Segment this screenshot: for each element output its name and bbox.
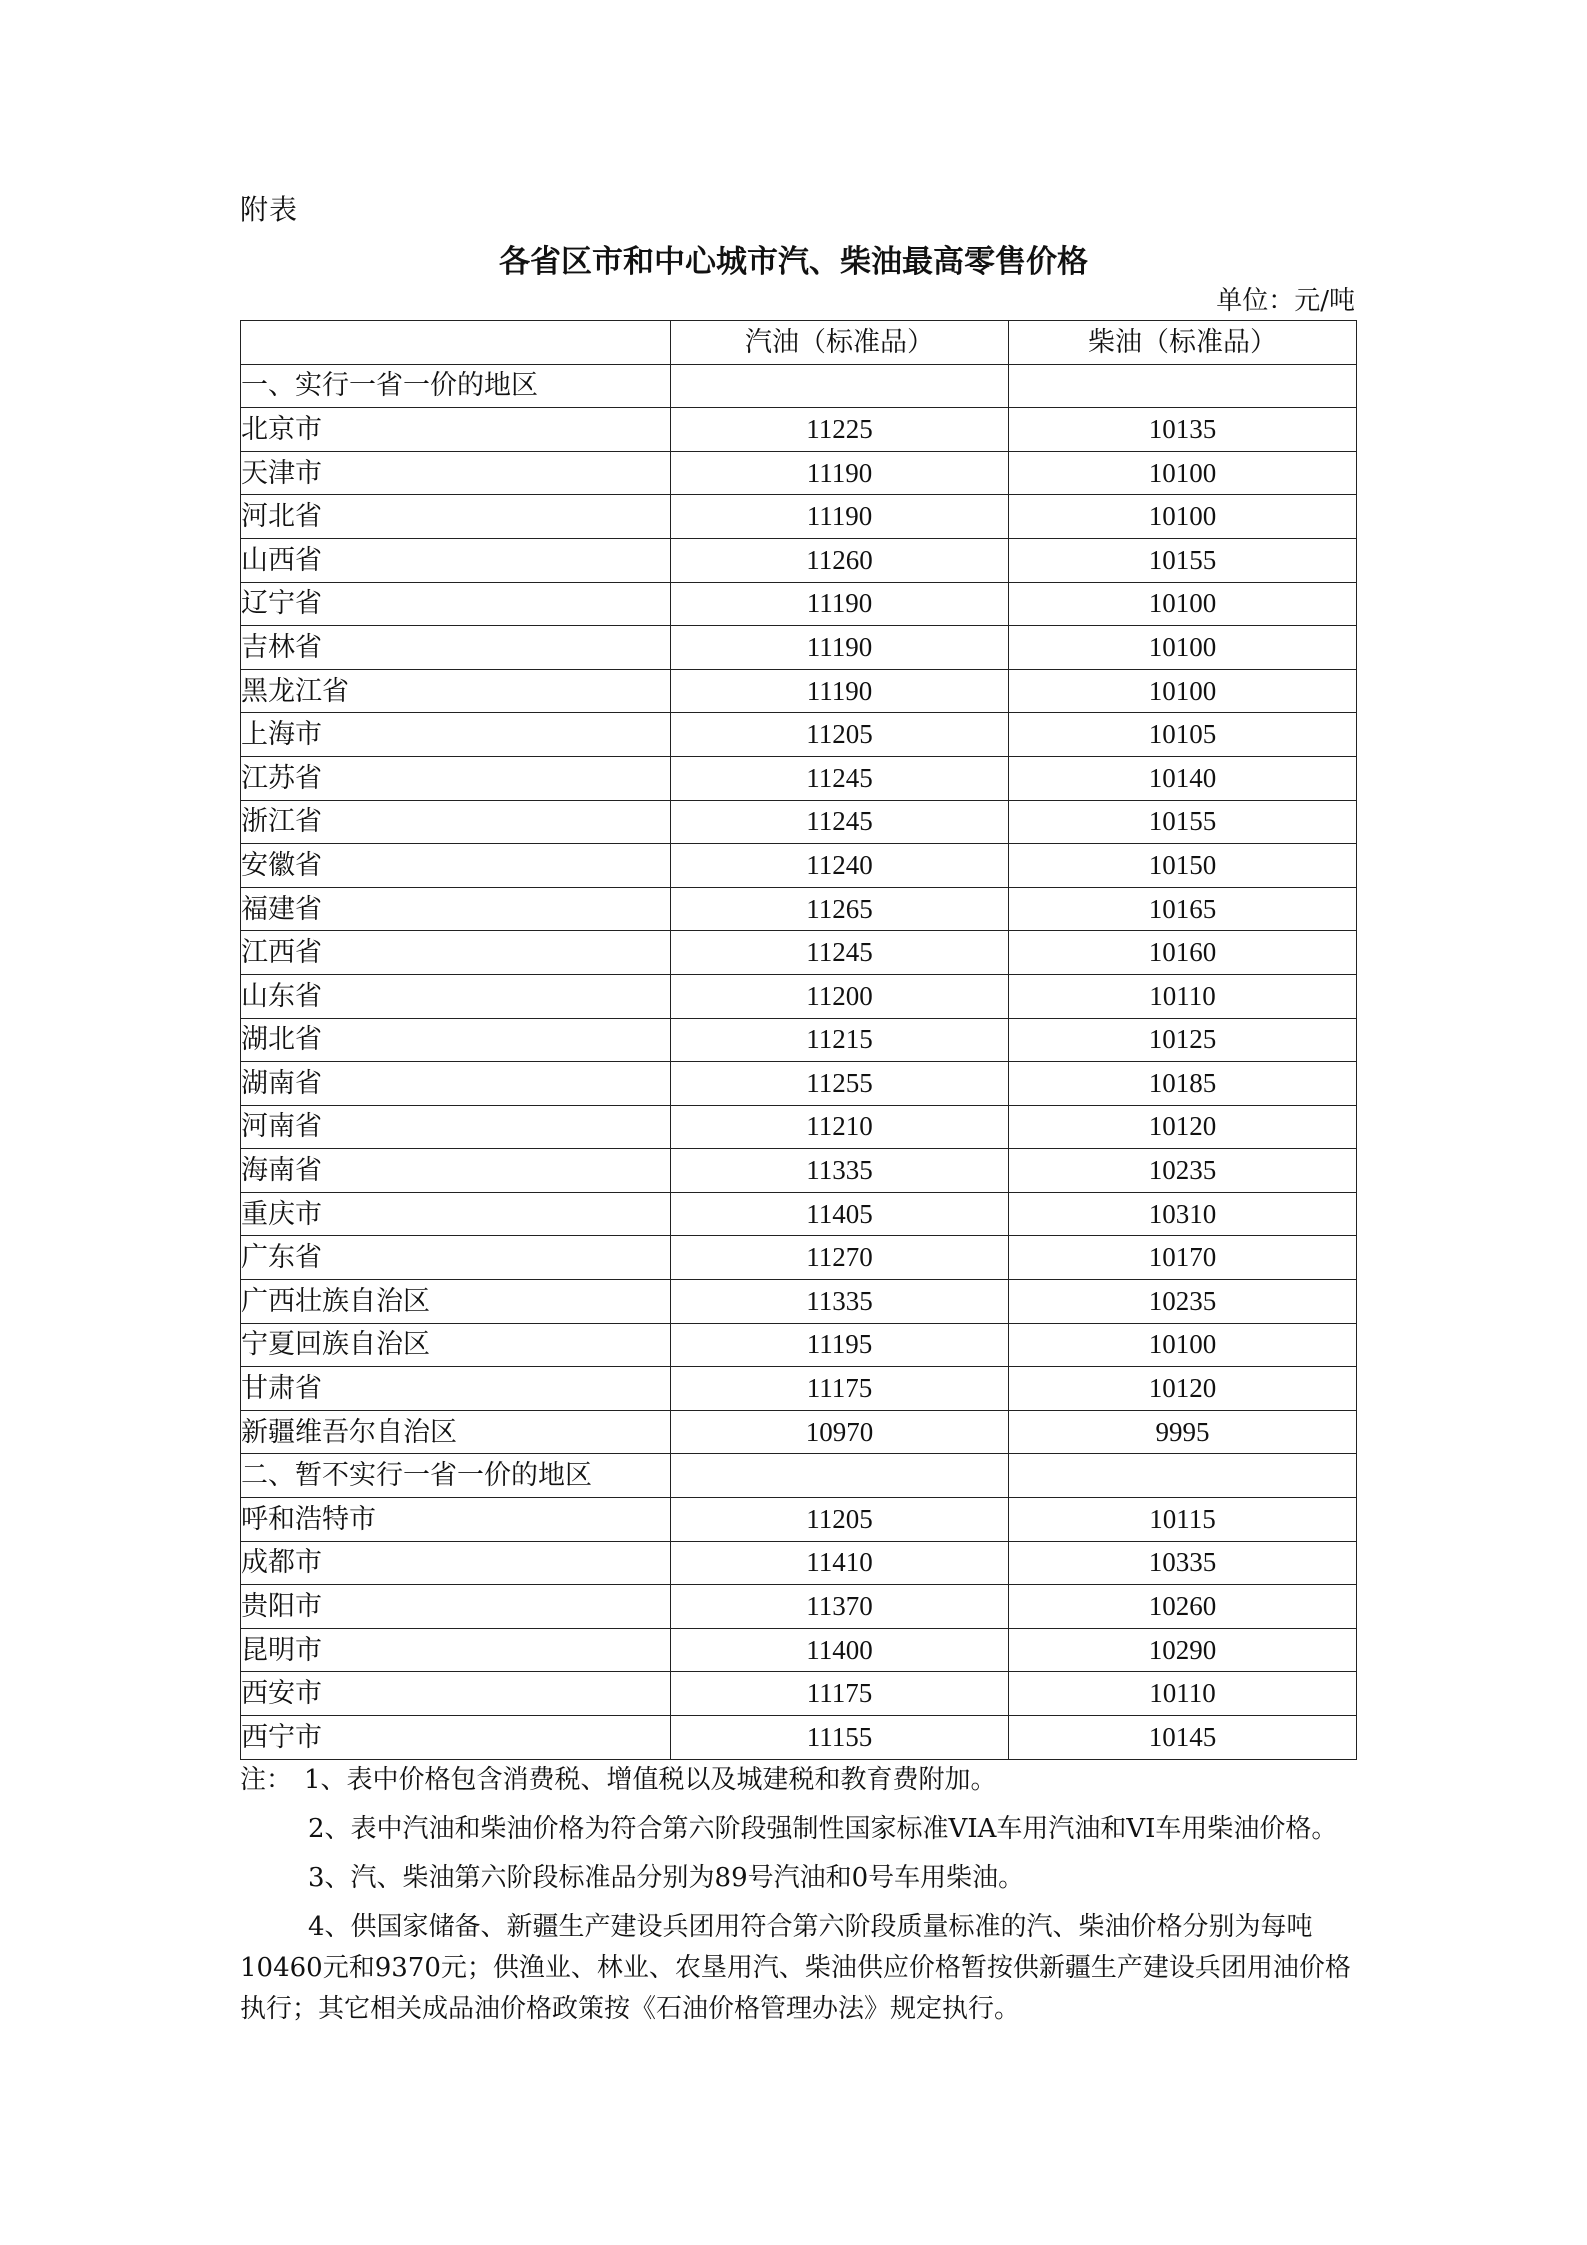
- region-name-cell: 成都市: [241, 1541, 671, 1585]
- diesel-price-cell: 10135: [1009, 408, 1357, 452]
- region-name-cell: 辽宁省: [241, 582, 671, 626]
- gasoline-price-cell: 11190: [671, 669, 1009, 713]
- gasoline-price-cell: 11335: [671, 1280, 1009, 1324]
- diesel-price-cell: 10100: [1009, 451, 1357, 495]
- header-diesel: 柴油（标准品）: [1009, 321, 1357, 365]
- table-row: [241, 1498, 1357, 1542]
- diesel-price-cell: 10145: [1009, 1716, 1357, 1760]
- region-name-cell: 甘肃省: [241, 1367, 671, 1411]
- gasoline-price-cell: 11270: [671, 1236, 1009, 1280]
- unit-label: 单位：元/吨: [1216, 286, 1355, 316]
- table-row: [241, 1018, 1357, 1062]
- gasoline-price-cell: 11210: [671, 1105, 1009, 1149]
- header-region: [241, 321, 671, 365]
- diesel-price-cell: 9995: [1009, 1410, 1357, 1454]
- gasoline-price-cell: 11190: [671, 451, 1009, 495]
- diesel-price-cell: 10100: [1009, 669, 1357, 713]
- empty-cell: [671, 364, 1009, 408]
- table-row: [241, 713, 1357, 757]
- table-row: [241, 1280, 1357, 1324]
- table-row: [241, 408, 1357, 452]
- table-row: [241, 931, 1357, 975]
- diesel-price-cell: 10290: [1009, 1628, 1357, 1672]
- empty-cell: [1009, 364, 1357, 408]
- gasoline-price-cell: 11245: [671, 800, 1009, 844]
- diesel-price-cell: 10260: [1009, 1585, 1357, 1629]
- gasoline-price-cell: 11225: [671, 408, 1009, 452]
- table-header-row: [241, 321, 1357, 365]
- gasoline-price-cell: 10970: [671, 1410, 1009, 1454]
- gasoline-price-cell: 11190: [671, 582, 1009, 626]
- diesel-price-cell: 10100: [1009, 626, 1357, 670]
- region-name-cell: 宁夏回族自治区: [241, 1323, 671, 1367]
- gasoline-price-cell: 11200: [671, 974, 1009, 1018]
- region-name-cell: 海南省: [241, 1149, 671, 1193]
- diesel-price-cell: 10125: [1009, 1018, 1357, 1062]
- region-name-cell: 安徽省: [241, 844, 671, 888]
- table-row: [241, 1149, 1357, 1193]
- gasoline-price-cell: 11410: [671, 1541, 1009, 1585]
- table-row: [241, 451, 1357, 495]
- region-name-cell: 吉林省: [241, 626, 671, 670]
- diesel-price-cell: 10110: [1009, 974, 1357, 1018]
- gasoline-price-cell: 11245: [671, 756, 1009, 800]
- region-name-cell: 湖北省: [241, 1018, 671, 1062]
- gasoline-price-cell: 11175: [671, 1672, 1009, 1716]
- table-row: [241, 1541, 1357, 1585]
- table-section-row: [241, 364, 1357, 408]
- table-row: [241, 1716, 1357, 1760]
- table-row: [241, 974, 1357, 1018]
- gasoline-price-cell: 11195: [671, 1323, 1009, 1367]
- region-name-cell: 西宁市: [241, 1716, 671, 1760]
- region-name-cell: 上海市: [241, 713, 671, 757]
- page-title: 各省区市和中心城市汽、柴油最高零售价格: [499, 244, 1088, 280]
- table-row: [241, 1192, 1357, 1236]
- diesel-price-cell: 10120: [1009, 1367, 1357, 1411]
- table-row: [241, 1410, 1357, 1454]
- gasoline-price-cell: 11190: [671, 495, 1009, 539]
- gasoline-price-cell: 11240: [671, 844, 1009, 888]
- gasoline-price-cell: 11155: [671, 1716, 1009, 1760]
- gasoline-price-cell: 11190: [671, 626, 1009, 670]
- region-name-cell: 广东省: [241, 1236, 671, 1280]
- table-row: [241, 887, 1357, 931]
- note-item-2: 2、表中汽油和柴油价格为符合第六阶段强制性国家标准VIA车用汽油和VI车用柴油价格。: [308, 1814, 1338, 1844]
- table-row: [241, 626, 1357, 670]
- diesel-price-cell: 10155: [1009, 538, 1357, 582]
- diesel-price-cell: 10185: [1009, 1062, 1357, 1106]
- empty-cell: [671, 1454, 1009, 1498]
- region-name-cell: 昆明市: [241, 1628, 671, 1672]
- region-name-cell: 重庆市: [241, 1192, 671, 1236]
- gasoline-price-cell: 11175: [671, 1367, 1009, 1411]
- diesel-price-cell: 10170: [1009, 1236, 1357, 1280]
- region-name-cell: 河南省: [241, 1105, 671, 1149]
- diesel-price-cell: 10310: [1009, 1192, 1357, 1236]
- table-row: [241, 1323, 1357, 1367]
- table-row: [241, 495, 1357, 539]
- region-name-cell: 西安市: [241, 1672, 671, 1716]
- gasoline-price-cell: 11215: [671, 1018, 1009, 1062]
- note-item-1: 1、表中价格包含消费税、增值税以及城建税和教育费附加。: [304, 1765, 997, 1795]
- section-label: 二、暂不实行一省一价的地区: [241, 1454, 671, 1498]
- notes-lead: 注：: [240, 1765, 293, 1795]
- diesel-price-cell: 10140: [1009, 756, 1357, 800]
- gasoline-price-cell: 11205: [671, 713, 1009, 757]
- region-name-cell: 呼和浩特市: [241, 1498, 671, 1542]
- note-item-3: 3、汽、柴油第六阶段标准品分别为89号汽油和0号车用柴油。: [308, 1863, 1025, 1893]
- region-name-cell: 新疆维吾尔自治区: [241, 1410, 671, 1454]
- diesel-price-cell: 10160: [1009, 931, 1357, 975]
- diesel-price-cell: 10110: [1009, 1672, 1357, 1716]
- diesel-price-cell: 10235: [1009, 1280, 1357, 1324]
- diesel-price-cell: 10235: [1009, 1149, 1357, 1193]
- table-row: [241, 538, 1357, 582]
- table-row: [241, 1672, 1357, 1716]
- gasoline-price-cell: 11245: [671, 931, 1009, 975]
- region-name-cell: 山西省: [241, 538, 671, 582]
- region-name-cell: 广西壮族自治区: [241, 1280, 671, 1324]
- diesel-price-cell: 10115: [1009, 1498, 1357, 1542]
- gasoline-price-cell: 11370: [671, 1585, 1009, 1629]
- gasoline-price-cell: 11405: [671, 1192, 1009, 1236]
- notes-section: [240, 1760, 1360, 2038]
- diesel-price-cell: 10100: [1009, 1323, 1357, 1367]
- diesel-price-cell: 10100: [1009, 582, 1357, 626]
- region-name-cell: 河北省: [241, 495, 671, 539]
- region-name-cell: 天津市: [241, 451, 671, 495]
- table-row: [241, 1062, 1357, 1106]
- table-row: [241, 1105, 1357, 1149]
- region-name-cell: 黑龙江省: [241, 669, 671, 713]
- diesel-price-cell: 10150: [1009, 844, 1357, 888]
- table-row: [241, 582, 1357, 626]
- region-name-cell: 浙江省: [241, 800, 671, 844]
- price-table: [240, 320, 1357, 1760]
- gasoline-price-cell: 11255: [671, 1062, 1009, 1106]
- table-row: [241, 1367, 1357, 1411]
- diesel-price-cell: 10100: [1009, 495, 1357, 539]
- table-row: [241, 800, 1357, 844]
- gasoline-price-cell: 11205: [671, 1498, 1009, 1542]
- gasoline-price-cell: 11260: [671, 538, 1009, 582]
- appendix-label: 附表: [240, 193, 299, 226]
- diesel-price-cell: 10335: [1009, 1541, 1357, 1585]
- diesel-price-cell: 10105: [1009, 713, 1357, 757]
- table-row: [241, 844, 1357, 888]
- region-name-cell: 福建省: [241, 887, 671, 931]
- region-name-cell: 北京市: [241, 408, 671, 452]
- region-name-cell: 湖南省: [241, 1062, 671, 1106]
- note-item-4: 4、供国家储备、新疆生产建设兵团用符合第六阶段质量标准的汽、柴油价格分别为每吨10460元和9370元；供渔业、林业、农垦用汽、柴油供应价格暂按供新疆生产建设兵团用油价格执行；其它相关成品油价格政策按《石油价格管理办法》规定执行。: [240, 1912, 1351, 2024]
- table-row: [241, 669, 1357, 713]
- region-name-cell: 江西省: [241, 931, 671, 975]
- table-row: [241, 1585, 1357, 1629]
- gasoline-price-cell: 11400: [671, 1628, 1009, 1672]
- diesel-price-cell: 10155: [1009, 800, 1357, 844]
- region-name-cell: 江苏省: [241, 756, 671, 800]
- diesel-price-cell: 10165: [1009, 887, 1357, 931]
- gasoline-price-cell: 11335: [671, 1149, 1009, 1193]
- table-row: [241, 1236, 1357, 1280]
- region-name-cell: 贵阳市: [241, 1585, 671, 1629]
- empty-cell: [1009, 1454, 1357, 1498]
- section-label: 一、实行一省一价的地区: [241, 364, 671, 408]
- region-name-cell: 山东省: [241, 974, 671, 1018]
- table-row: [241, 1628, 1357, 1672]
- table-section-row: [241, 1454, 1357, 1498]
- diesel-price-cell: 10120: [1009, 1105, 1357, 1149]
- header-gasoline: 汽油（标准品）: [671, 321, 1009, 365]
- gasoline-price-cell: 11265: [671, 887, 1009, 931]
- table-row: [241, 756, 1357, 800]
